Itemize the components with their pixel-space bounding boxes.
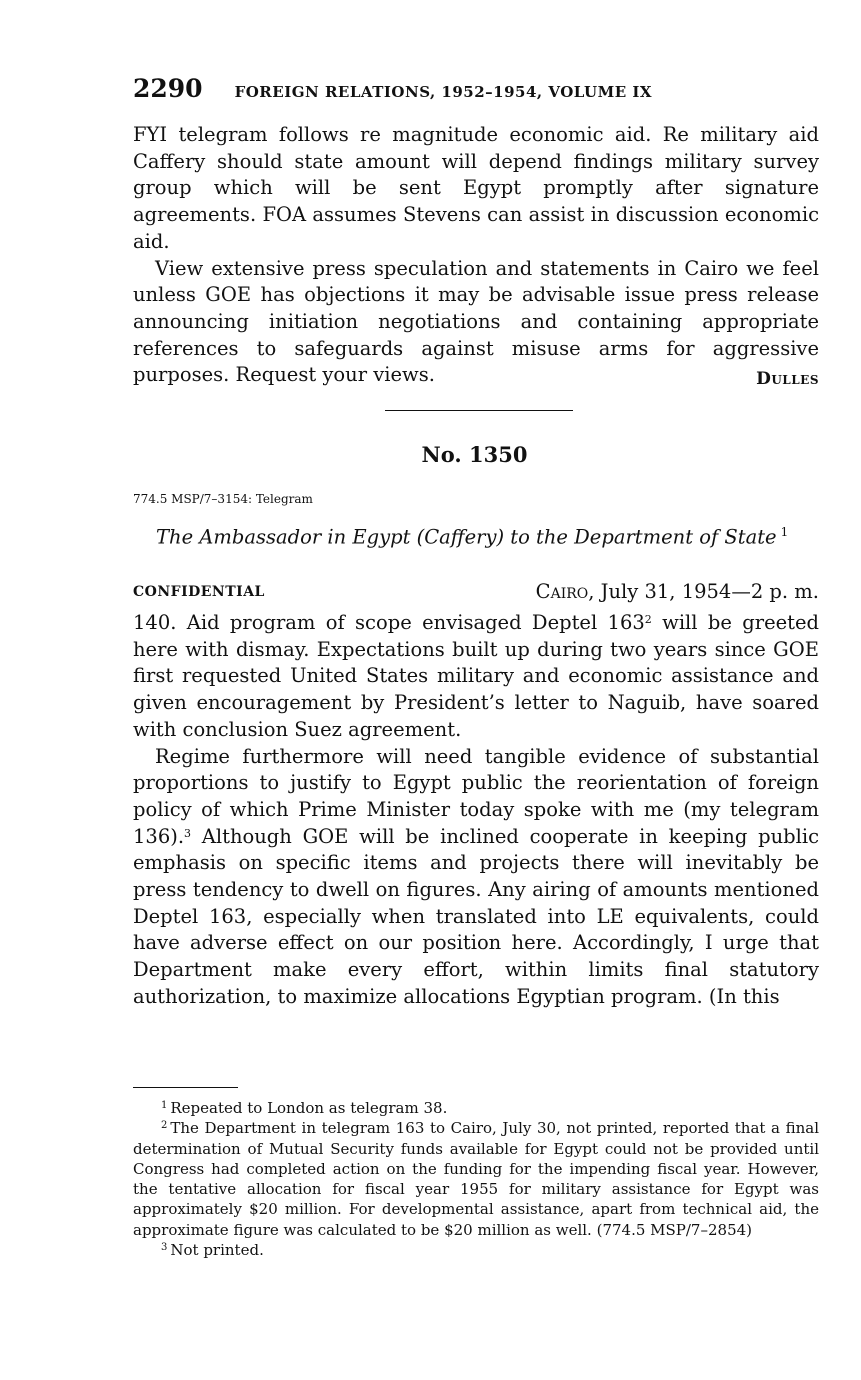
heading-text: The Ambassador in Egypt (Caffery) to the Department of State bbox=[156, 525, 777, 549]
footnote-text: The Department in telegram 163 to Cairo, July 30, not printed, reported that a final determination of Mutual Security funds available for Egypt could not be provided until Congress had completed action on the funding for the impending fiscal year. However, the tentative allocation for fiscal year 1955 for military assistance for Egypt was approximately $20 million. For developmental assistance, apart from technical aid, the approximate figure was calculated to be $20 million as well. (774.5 MSP/7–2854) bbox=[133, 1119, 819, 1239]
dateline-date: July 31, 1954—2 p. m. bbox=[594, 580, 819, 603]
page-number: 2290 bbox=[133, 74, 203, 103]
section-divider bbox=[385, 410, 573, 411]
paragraph bbox=[133, 610, 819, 744]
paragraph bbox=[133, 744, 819, 1011]
footnote bbox=[133, 1240, 819, 1260]
running-head bbox=[133, 74, 823, 103]
paragraph-text: Although GOE will be inclined cooperate in keeping public emphasis on specific items and projects there will inevitably be press tendency to dwell on figures. Any airing of amounts mentioned Deptel 163, especially when translated into LE equivalents, could have adverse effect on our position here. Accordingly, I urge that Department make every effort, within limits final statutory authorization, to maximize allocations Egyptian program. (In this bbox=[133, 824, 819, 1008]
footnote-divider bbox=[133, 1087, 238, 1088]
classification: CONFIDENTIAL bbox=[133, 584, 265, 600]
paragraph-text: Regime furthermore will need tangible evidence of substantial proportions to justify to Egypt public the reorientation of foreign policy of which Prime Minister today spoke with me (my telegram 136). bbox=[133, 744, 819, 848]
dateline-city: Cairo, bbox=[535, 580, 595, 603]
document-heading bbox=[156, 525, 788, 549]
footnote-marker: 3 bbox=[184, 826, 192, 840]
footnote-text: Repeated to London as telegram 38. bbox=[170, 1099, 448, 1117]
source-reference: 774.5 MSP/7–3154: Telegram bbox=[133, 492, 313, 506]
paragraph-text: 140. Aid program of scope envisaged Deptel 163 bbox=[133, 611, 645, 634]
footnote bbox=[133, 1118, 819, 1240]
footnote-number: 1 bbox=[161, 1100, 168, 1111]
paragraph: View extensive press speculation and statements in Cairo we feel unless GOE has objections it may be advisable issue press release announcing initiation negotiations and containing appropriate references to safeguards against misuse arms for aggressive purposes. Request your views. bbox=[133, 256, 819, 387]
volume-title: FOREIGN RELATIONS, 1952–1954, VOLUME IX bbox=[234, 83, 653, 101]
footnote bbox=[133, 1098, 819, 1118]
footnote-number: 3 bbox=[161, 1242, 168, 1254]
document-number: No. 1350 bbox=[421, 442, 528, 467]
signature: Dulles bbox=[756, 369, 819, 389]
telegram-body bbox=[133, 610, 819, 1011]
footnote-number: 2 bbox=[161, 1120, 168, 1132]
footnote-marker: 1 bbox=[780, 525, 789, 539]
footnote-text: Not printed. bbox=[170, 1241, 264, 1260]
paragraph-text: will be greeted here with dismay. Expectations built up during two years since GOE first requested United States military and economic assistance and given encouragement by President’s letter to Naguib, have soared with conclusion Suez agreement. bbox=[133, 611, 820, 741]
paragraph: FYI telegram follows re magnitude economic aid. Re military aid Caffery should state amount will depend findings military survey group which will be sent Egypt promptly after signature agreements. FOA assumes Stevens can assist in discussion economic aid. bbox=[133, 123, 819, 253]
footnote-marker: 2 bbox=[644, 613, 652, 626]
dateline bbox=[536, 580, 819, 603]
footnotes bbox=[133, 1098, 819, 1260]
continued-text bbox=[133, 122, 819, 389]
